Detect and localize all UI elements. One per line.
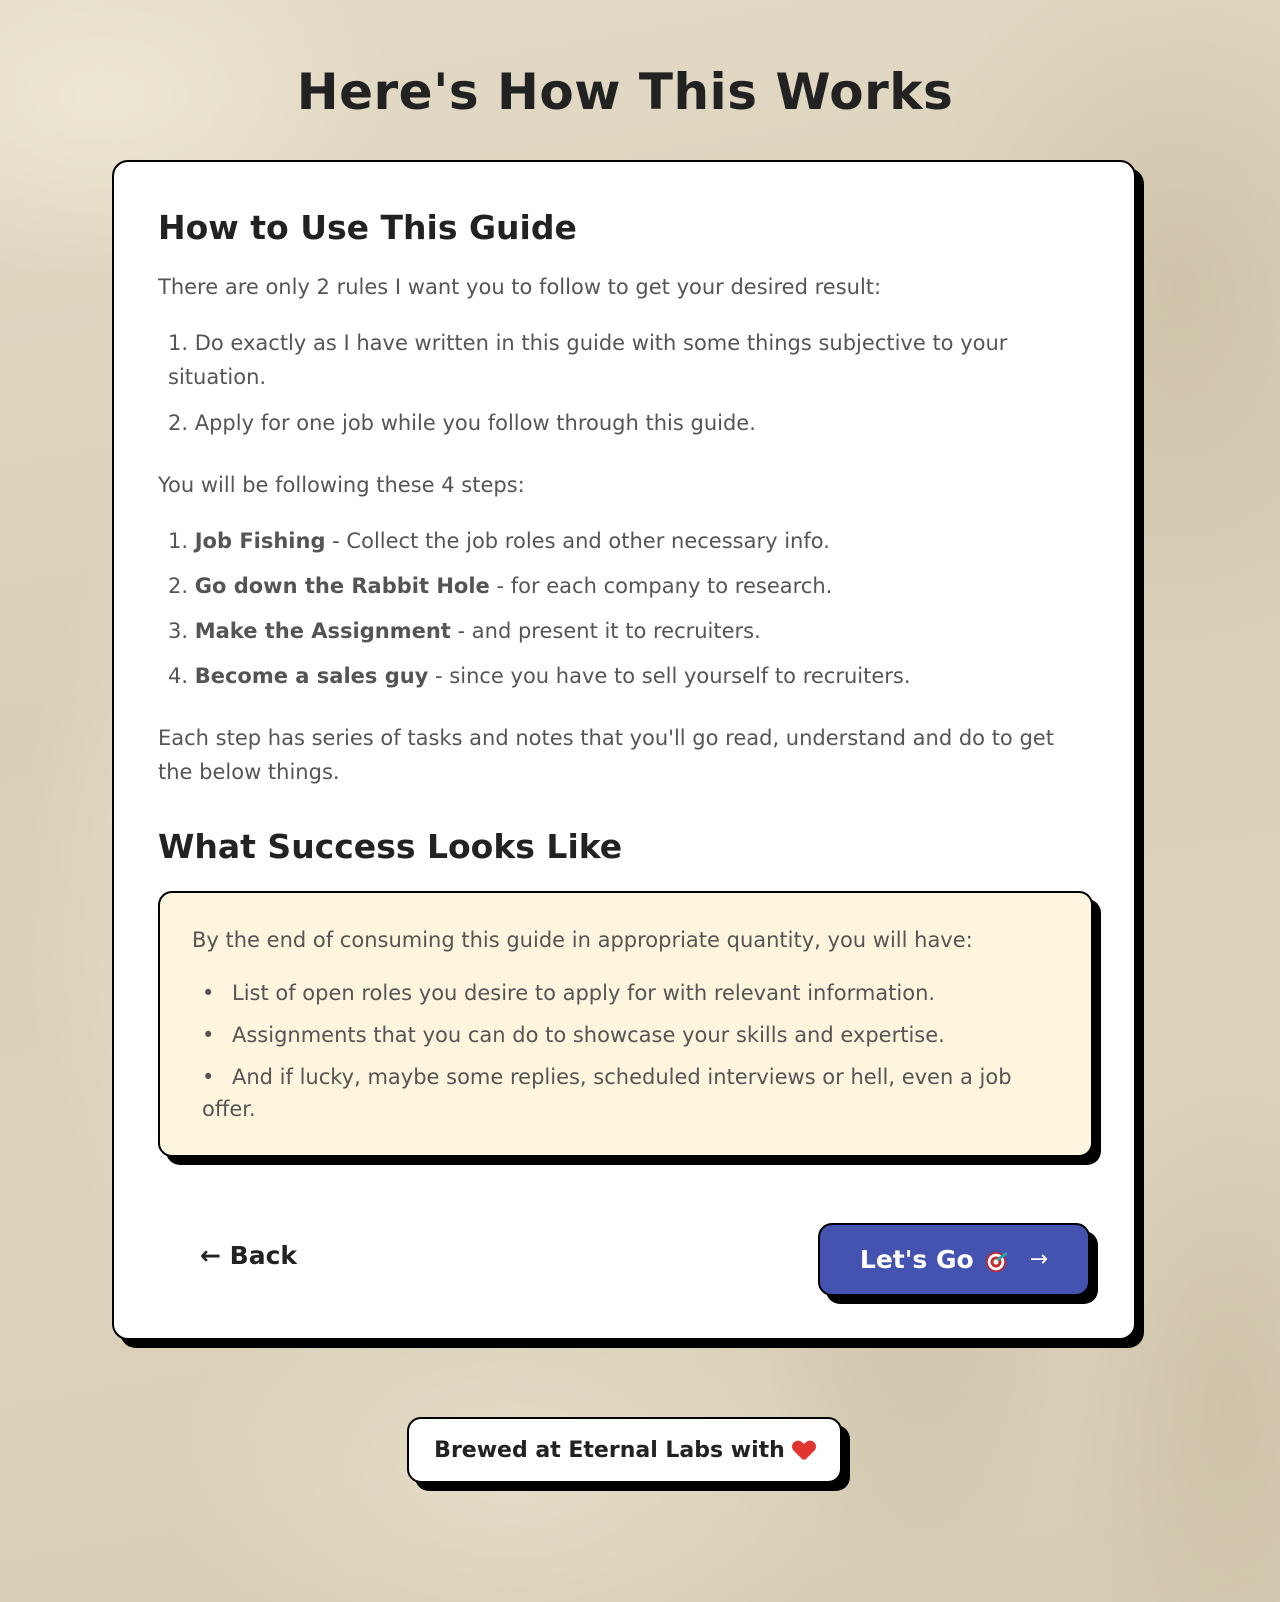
step-number: 1. (168, 529, 189, 553)
outcome-text: And if lucky, maybe some replies, scheduled interviews or hell, even a job offer. (202, 1065, 1012, 1121)
outcome-text: List of open roles you desire to apply for with relevant information. (232, 981, 936, 1005)
step-description: - and present it to recruiters. (450, 619, 761, 643)
rules-list (158, 326, 1090, 440)
bullet-icon: • (202, 981, 215, 1005)
navigation-actions (158, 1223, 1090, 1297)
step-number: 4. (168, 664, 189, 688)
step-item (168, 659, 1090, 693)
page-title: Here's How This Works (296, 63, 954, 121)
rule-number: 1. (168, 331, 189, 355)
lets-go-button[interactable] (818, 1223, 1090, 1296)
outcome-item (202, 977, 1059, 1009)
outcome-item (202, 1019, 1059, 1051)
success-intro: By the end of consuming this guide in appropriate quantity, you will have: (192, 928, 973, 952)
rule-item (168, 326, 1090, 394)
steps-list (158, 524, 1090, 693)
lets-go-label: Let's Go (859, 1245, 974, 1274)
outcomes-list (192, 977, 1059, 1125)
success-callout (158, 891, 1093, 1157)
steps-intro: You will be following these 4 steps: (158, 473, 525, 497)
footer-label: Brewed at Eternal Labs with (434, 1437, 785, 1463)
step-number: 2. (168, 574, 189, 598)
step-title: Job Fishing (194, 529, 326, 553)
rule-item (168, 406, 1090, 440)
success-heading: What Success Looks Like (158, 827, 623, 866)
arrow-right-icon: → (1029, 1247, 1049, 1272)
guide-heading: How to Use This Guide (158, 208, 577, 247)
outcome-text: Assignments that you can do to showcase your skills and expertise. (232, 1023, 945, 1047)
outcome-item (202, 1061, 1059, 1125)
bullet-icon: • (202, 1023, 215, 1047)
step-item (168, 569, 1090, 603)
rules-intro: There are only 2 rules I want you to follow to get your desired result: (158, 275, 882, 299)
step-description: - since you have to sell yourself to recruiters. (428, 664, 911, 688)
step-item (168, 614, 1090, 648)
guide-card (112, 160, 1136, 1340)
step-number: 3. (168, 619, 189, 643)
step-item (168, 524, 1090, 558)
step-title: Become a sales guy (194, 664, 429, 688)
direct-hit-target-icon (986, 1252, 1006, 1272)
step-title: Make the Assignment (194, 619, 451, 643)
heart-icon (793, 1441, 815, 1461)
step-title: Go down the Rabbit Hole (194, 574, 490, 598)
bullet-icon: • (202, 1065, 215, 1089)
footer-credit (407, 1417, 842, 1483)
back-button[interactable]: ← Back (200, 1241, 298, 1270)
step-description: - Collect the job roles and other necessary info. (325, 529, 830, 553)
step-description: - for each company to research. (489, 574, 833, 598)
each-step-note: Each step has series of tasks and notes that you'll go read, understand and do to get the below things. (158, 726, 1054, 784)
rule-text: Apply for one job while you follow through this guide. (194, 411, 756, 435)
rule-number: 2. (168, 411, 189, 435)
rule-text: Do exactly as I have written in this guide with some things subjective to your situation. (168, 331, 1008, 389)
